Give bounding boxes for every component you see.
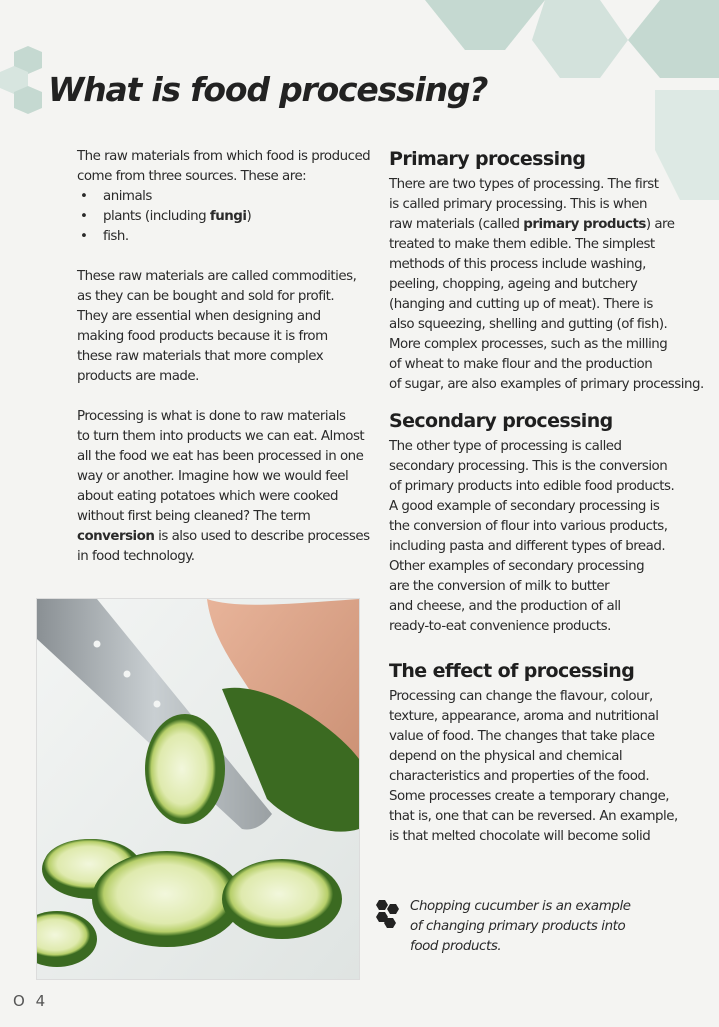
paragraph-line: methods of this process include washing, xyxy=(389,257,646,272)
paragraph-line: products are made. xyxy=(77,369,199,384)
list-item-text: ) xyxy=(246,209,252,224)
caption-line: Chopping cucumber is an example xyxy=(410,899,631,914)
page-title: What is food processing? xyxy=(48,70,488,109)
keyword-conversion: conversion xyxy=(77,529,155,544)
hexagon-shape-top-2 xyxy=(532,0,628,78)
keyword-primary-products: primary products xyxy=(523,217,646,232)
paragraph-line: without first being cleaned? The term xyxy=(77,509,311,524)
paragraph-line: all the food we eat has been processed in one xyxy=(77,449,364,464)
paragraph-line: way or another. Imagine how we would feel xyxy=(77,469,349,484)
heading-secondary-processing: Secondary processing xyxy=(389,410,613,432)
paragraph-line: about eating potatoes which were cooked xyxy=(77,489,339,504)
paragraph-line: is that melted chocolate will become solid xyxy=(389,829,651,844)
paragraph-line: There are two types of processing. The first xyxy=(389,177,659,192)
paragraph-line: characteristics and properties of the food. xyxy=(389,769,650,784)
paragraph-line: treated to make them edible. The simplest xyxy=(389,237,655,252)
paragraph-line: value of food. The changes that take place xyxy=(389,729,655,744)
photo-caption xyxy=(410,897,631,957)
paragraph-line: (hanging and cutting up of meat). There is xyxy=(389,297,653,312)
keyword-fungi: fungi xyxy=(209,209,247,224)
paragraph-line: to turn them into products we can eat. Almost xyxy=(77,429,365,444)
paragraph-line: the conversion of flour into various products, xyxy=(389,519,668,534)
paragraph-line: as they can be bought and sold for profit. xyxy=(77,289,335,304)
paragraph-line: These raw materials are called commodities, xyxy=(77,269,357,284)
cucumber-illustration xyxy=(37,599,359,979)
paragraph-line xyxy=(389,215,689,235)
list-item-text: plants (including xyxy=(103,209,210,224)
hexagon-cluster-icon xyxy=(370,898,404,932)
heading-primary-processing: Primary processing xyxy=(389,148,586,170)
paragraph-line: of wheat to make flour and the production xyxy=(389,357,653,372)
caption-line: food products. xyxy=(410,939,502,954)
paragraph-line: including pasta and different types of bread. xyxy=(389,539,666,554)
paragraph-line: of primary products into edible food products. xyxy=(389,479,675,494)
paragraph-line: and cheese, and the production of all xyxy=(389,599,621,614)
left-column xyxy=(77,147,377,567)
paragraph-line: depend on the physical and chemical xyxy=(389,749,623,764)
paragraph-line: The other type of processing is called xyxy=(389,439,622,454)
paragraph-line: Processing can change the flavour, colour, xyxy=(389,689,653,704)
paragraph-text: ) are xyxy=(645,217,675,232)
paragraph-line: More complex processes, such as the milling xyxy=(389,337,668,352)
paragraph-line: A good example of secondary processing is xyxy=(389,499,660,514)
paragraph-line: Processing is what is done to raw materials xyxy=(77,409,346,424)
paragraph-line: making food products because it is from xyxy=(77,329,328,344)
cucumber-photo xyxy=(36,598,360,980)
paragraph-line: Other examples of secondary processing xyxy=(389,559,645,574)
paragraph-text: is also used to describe processes xyxy=(154,529,370,544)
paragraph-line: also squeezing, shelling and gutting (of fish). xyxy=(389,317,668,332)
paragraph-text: raw materials (called xyxy=(389,217,524,232)
hexagon-shape-top-1 xyxy=(425,0,545,50)
paragraph-line: They are essential when designing and xyxy=(77,309,321,324)
paragraph-line: Some processes create a temporary change, xyxy=(389,789,670,804)
sources-list xyxy=(77,187,377,247)
paragraph-line: in food technology. xyxy=(77,549,195,564)
caption-line: of changing primary products into xyxy=(410,919,626,934)
intro-line: come from three sources. These are: xyxy=(77,169,307,184)
paragraph-line: is called primary processing. This is when xyxy=(389,197,648,212)
paragraph-line: peeling, chopping, ageing and butchery xyxy=(389,277,638,292)
paragraph-line: that is, one that can be reversed. An example, xyxy=(389,809,678,824)
paragraph-line: these raw materials that more complex xyxy=(77,349,324,364)
paragraph-line xyxy=(77,527,377,547)
paragraph-line: ready-to-eat convenience products. xyxy=(389,619,611,634)
paragraph-line: are the conversion of milk to butter xyxy=(389,579,610,594)
paragraph-line: secondary processing. This is the conversion xyxy=(389,459,668,474)
paragraph-line: of sugar, are also examples of primary processing. xyxy=(389,377,704,392)
paragraph-line: texture, appearance, aroma and nutritional xyxy=(389,709,659,724)
page-number: O 4 xyxy=(13,992,49,1010)
list-item: • fish. xyxy=(77,227,377,247)
intro-line: The raw materials from which food is produced xyxy=(77,149,371,164)
right-column xyxy=(389,145,704,847)
heading-effect-of-processing: The effect of processing xyxy=(389,660,635,682)
hexagon-shape-top-3 xyxy=(628,0,719,78)
list-item xyxy=(77,207,377,227)
list-item: • animals xyxy=(77,187,377,207)
